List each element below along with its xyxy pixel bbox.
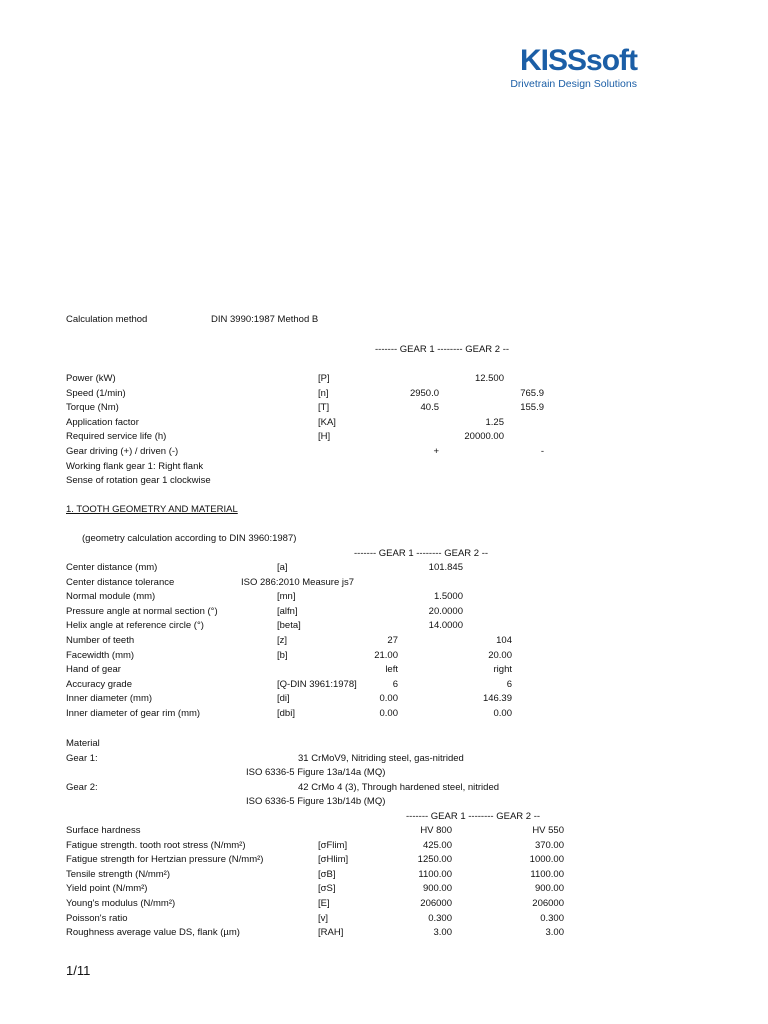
row-value-gear2: 206000 xyxy=(532,898,564,909)
material-gear2-standard: ISO 6336-5 Figure 13b/14b (MQ) xyxy=(246,796,386,807)
row-label: Hand of gear xyxy=(66,664,121,676)
row-label: Gear driving (+) / driven (-) xyxy=(66,446,179,457)
row-value-gear2: 6 xyxy=(506,678,512,690)
row-value-gear1: 27 xyxy=(387,635,398,646)
gear-column-header: ------- GEAR 1 -------- GEAR 2 -- xyxy=(354,548,489,559)
row-label: Fatigue strength. tooth root stress (N/mm²) xyxy=(66,839,246,851)
row-label: Speed (1/min) xyxy=(66,387,126,399)
row-symbol: [dbi] xyxy=(277,708,295,719)
row-symbol: [RAH] xyxy=(318,927,344,939)
row-label: Torque (Nm) xyxy=(66,402,119,414)
row-value-gear2: - xyxy=(540,446,544,457)
row-label: Fatigue strength for Hertzian pressure (N/mm²) xyxy=(66,854,264,866)
section-title-tooth-geometry: 1. TOOTH GEOMETRY AND MATERIAL xyxy=(66,504,238,515)
row-value-gear1: 1100.00 xyxy=(418,868,452,880)
row-symbol: [b] xyxy=(277,649,288,661)
logo-tagline: Drivetrain Design Solutions xyxy=(510,78,637,90)
row-value-gear1: 0.00 xyxy=(379,708,398,719)
row-value-gear2: 1000.00 xyxy=(529,854,564,866)
row-value: 12.500 xyxy=(474,373,504,384)
row-label: Inner diameter of gear rim (mm) xyxy=(66,708,201,719)
row-symbol: [alfn] xyxy=(277,605,298,617)
row-value-gear2: 104 xyxy=(496,635,512,646)
row-label: Surface hardness xyxy=(66,825,141,836)
row-label: Young's modulus (N/mm²) xyxy=(66,898,176,909)
row-value: 101.845 xyxy=(428,562,463,573)
row-value-gear2: right xyxy=(493,664,512,676)
row-symbol: [di] xyxy=(277,693,290,705)
row-value-gear1: 40.5 xyxy=(420,402,439,414)
row-label: Roughness average value DS, flank (µm) xyxy=(66,927,240,939)
row-label: Power (kW) xyxy=(66,373,116,384)
row-value: 20000.00 xyxy=(464,431,504,443)
row-value-gear2: 146.39 xyxy=(482,693,512,705)
row-symbol: [σHlim] xyxy=(318,854,349,866)
row-value-gear1: 21.00 xyxy=(374,649,398,661)
row-symbol: [n] xyxy=(318,387,329,399)
row-symbol: [σS] xyxy=(318,883,336,895)
row-label: Normal module (mm) xyxy=(66,591,156,603)
row-value-gear2: 20.00 xyxy=(488,649,512,661)
row-value-gear1: 6 xyxy=(392,678,398,690)
row-value-gear1: 2950.0 xyxy=(409,387,439,399)
row-value: 1.25 xyxy=(485,416,504,428)
row-label: Center distance tolerance xyxy=(66,576,175,588)
row-symbol: [T] xyxy=(318,402,330,414)
gear-column-header: ------- GEAR 1 -------- GEAR 2 -- xyxy=(406,811,541,822)
calc-method-value: DIN 3990:1987 Method B xyxy=(211,314,319,325)
logo-brand: KISSsoft xyxy=(519,44,637,77)
row-value-gear1: HV 800 xyxy=(420,825,452,836)
row-label: Application factor xyxy=(66,416,139,428)
row-label: Pressure angle at normal section (°) xyxy=(66,605,218,617)
calc-method-label: Calculation method xyxy=(66,314,148,325)
row-symbol: [beta] xyxy=(277,620,301,632)
material-title: Material xyxy=(66,738,100,749)
row-label: Inner diameter (mm) xyxy=(66,693,153,705)
row-symbol: [v] xyxy=(318,912,329,924)
row-value: 14.0000 xyxy=(428,620,463,632)
row-symbol: [mn] xyxy=(277,591,296,603)
row-text-value: ISO 286:2010 Measure js7 xyxy=(241,576,355,588)
row-label: Yield point (N/mm²) xyxy=(66,883,148,895)
material-gear2-name: 42 CrMo 4 (3), Through hardened steel, nitrided xyxy=(298,782,500,793)
row-symbol: [P] xyxy=(318,373,330,384)
row-symbol: [H] xyxy=(318,431,331,443)
row-value-gear1: 206000 xyxy=(420,898,452,909)
row-value-gear2: 3.00 xyxy=(545,927,564,939)
row-value-gear1: + xyxy=(433,446,439,457)
row-value-gear1: 0.300 xyxy=(428,912,452,924)
row-label: Center distance (mm) xyxy=(66,562,158,573)
geometry-note: (geometry calculation according to DIN 3960:1987) xyxy=(82,533,297,544)
gear-column-header: ------- GEAR 1 -------- GEAR 2 -- xyxy=(375,344,510,355)
row-value-gear1: 3.00 xyxy=(433,927,452,939)
row-label: Sense of rotation gear 1 clockwise xyxy=(66,475,211,487)
page-number: 1/11 xyxy=(66,963,91,978)
row-symbol: [a] xyxy=(277,562,288,573)
material-gear1-standard: ISO 6336-5 Figure 13a/14a (MQ) xyxy=(246,767,386,778)
row-value-gear1: 1250.00 xyxy=(417,854,452,866)
row-value-gear1: left xyxy=(385,664,398,676)
row-value-gear2: HV 550 xyxy=(532,825,564,836)
row-label: Working flank gear 1: Right flank xyxy=(66,460,204,472)
material-gear2-label: Gear 2: xyxy=(66,782,98,793)
row-label: Poisson's ratio xyxy=(66,912,128,924)
material-gear1-name: 31 CrMoV9, Nitriding steel, gas-nitrided xyxy=(298,753,464,764)
row-label: Helix angle at reference circle (°) xyxy=(66,620,204,632)
row-value-gear2: 900.00 xyxy=(534,883,564,895)
row-value: 20.0000 xyxy=(428,605,463,617)
row-symbol: [Q-DIN 3961:1978] xyxy=(277,678,357,690)
material-gear1-label: Gear 1: xyxy=(66,753,98,764)
row-symbol: [z] xyxy=(277,635,288,646)
row-label: Tensile strength (N/mm²) xyxy=(66,868,170,880)
row-value-gear1: 0.00 xyxy=(379,693,398,705)
row-label: Facewidth (mm) xyxy=(66,649,135,661)
row-value-gear2: 765.9 xyxy=(520,387,544,399)
row-label: Accuracy grade xyxy=(66,678,133,690)
row-label: Required service life (h) xyxy=(66,431,167,443)
row-value-gear2: 1100.00 xyxy=(530,868,564,880)
row-label: Number of teeth xyxy=(66,635,135,646)
row-value-gear1: 425.00 xyxy=(422,839,452,851)
kisssoft-logo xyxy=(504,40,644,96)
row-value-gear2: 155.9 xyxy=(520,402,544,414)
row-value-gear2: 0.300 xyxy=(540,912,564,924)
row-value-gear1: 900.00 xyxy=(422,883,452,895)
row-symbol: [KA] xyxy=(318,416,336,428)
row-symbol: [σB] xyxy=(318,868,336,880)
row-value: 1.5000 xyxy=(433,591,463,603)
row-symbol: [σFlim] xyxy=(318,839,348,851)
row-value-gear2: 370.00 xyxy=(534,839,564,851)
row-symbol: [E] xyxy=(318,898,330,909)
row-value-gear2: 0.00 xyxy=(493,708,512,719)
